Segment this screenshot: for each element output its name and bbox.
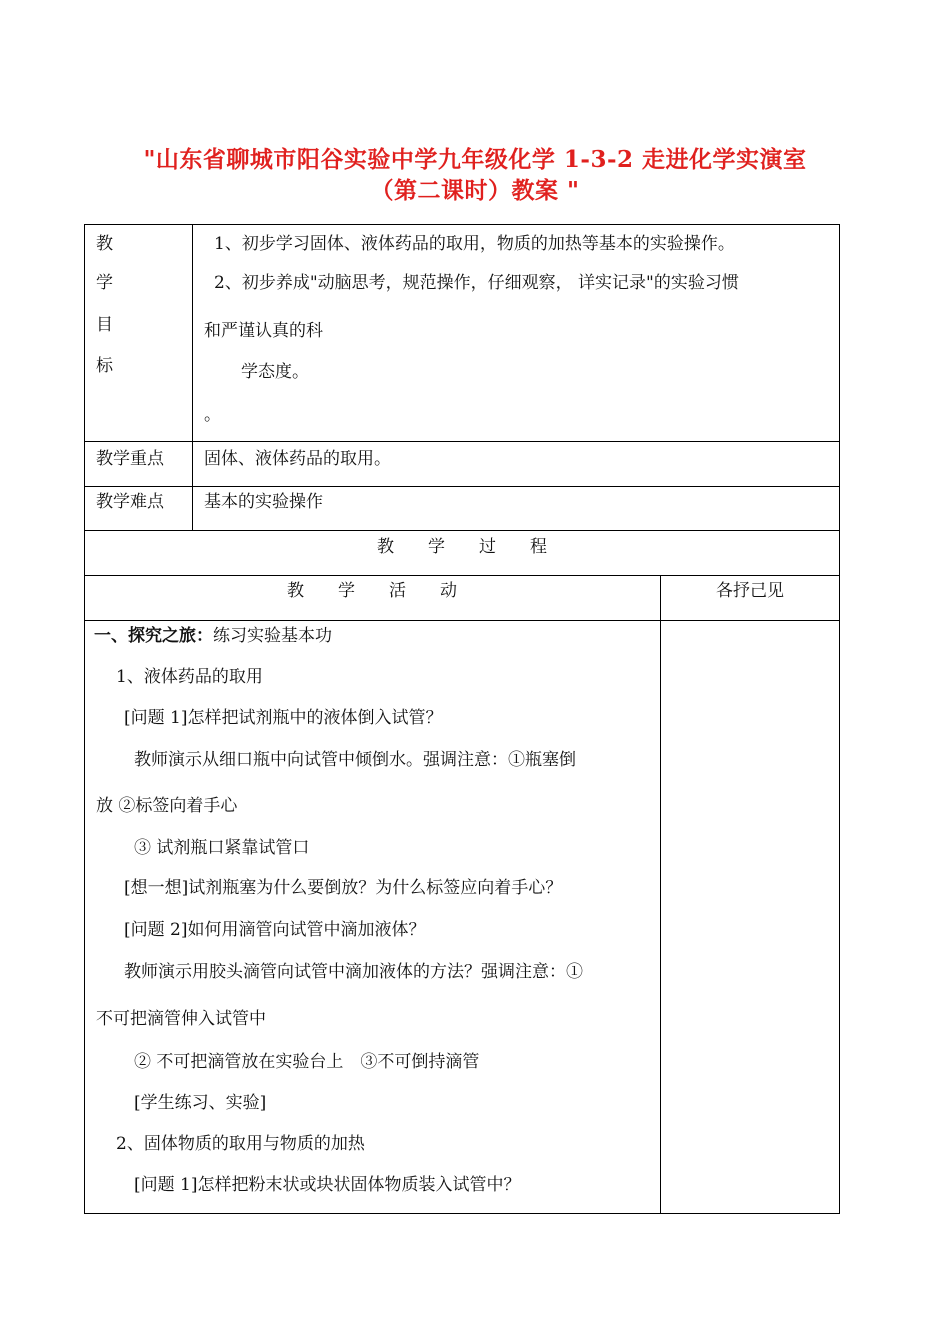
content-line: 教师演示用胶头滴管向试管中滴加液体的方法？强调注意：①	[124, 962, 583, 982]
objective-2-continued: 和严谨认真的科	[204, 321, 323, 341]
content-line: ③ 试剂瓶口紧靠试管口	[134, 838, 310, 858]
key-point-label: 教学重点	[96, 449, 164, 469]
table-border-top	[84, 224, 840, 225]
key-point-value: 固体、液体药品的取用。	[204, 449, 391, 469]
section-heading	[94, 626, 332, 646]
difficulty-value: 基本的实验操作	[204, 492, 323, 512]
row-divider-process	[84, 575, 840, 576]
content-line: [问题 2]如何用滴管向试管中滴加液体？	[124, 920, 426, 940]
objective-trailing-mark: 。	[204, 405, 221, 425]
content-line: ② 不可把滴管放在实验台上 ③不可倒持滴管	[134, 1052, 480, 1072]
content-line: [问题 1]怎样把粉末状或块状固体物质装入试管中？	[134, 1175, 521, 1195]
objectives-label-char-1: 教	[96, 234, 113, 254]
table-border-bottom	[84, 1213, 840, 1214]
document-title-line-2: （第二课时）教案 "	[370, 177, 580, 204]
row-divider-activity-header	[84, 620, 840, 621]
content-line: [问题 1]怎样把试剂瓶中的液体倒入试管？	[124, 708, 443, 728]
notes-header: 各抒己见	[716, 581, 784, 601]
process-header: 教 学 过 程	[377, 537, 547, 557]
difficulty-label: 教学难点	[96, 492, 164, 512]
objectives-label-char-3: 目	[96, 315, 113, 335]
content-line: 放 ②标签向着手心	[96, 796, 238, 816]
objectives-label-char-4: 标	[96, 356, 113, 376]
objectives-label-char-2: 学	[96, 273, 113, 293]
content-line: [学生练习、实验]	[134, 1093, 267, 1113]
objective-2: 2、初步养成"动脑思考，规范操作，仔细观察， 详实记录"的实验习惯	[214, 273, 739, 293]
lesson-plan-table	[84, 224, 840, 1214]
content-line: 不可把滴管伸入试管中	[96, 1009, 266, 1029]
objective-2-end: 学态度。	[241, 362, 309, 382]
row-divider-key-point	[84, 486, 840, 487]
table-border-right	[839, 224, 840, 1214]
label-column-divider	[192, 224, 193, 530]
row-divider-difficulty	[84, 530, 840, 531]
objective-1: 1、初步学习固体、液体药品的取用，物质的加热等基本的实验操作。	[214, 234, 735, 254]
content-line: 教师演示从细口瓶中向试管中倾倒水。强调注意：①瓶塞倒	[134, 750, 576, 770]
section-title-rest: 练习实验基本功	[213, 626, 332, 646]
section-title: 一、探究之旅：	[94, 626, 213, 646]
document-title-line-1: "山东省聊城市阳谷实验中学九年级化学 1-3-2 走进化学实演室	[143, 146, 807, 173]
notes-column-divider	[660, 575, 661, 1213]
content-line: 1、液体药品的取用	[116, 667, 263, 687]
activity-header: 教 学 活 动	[287, 581, 457, 601]
content-line: [想一想]试剂瓶塞为什么要倒放？为什么标签应向着手心？	[124, 878, 563, 898]
table-border-left	[84, 224, 85, 1214]
content-line: 2、固体物质的取用与物质的加热	[116, 1134, 365, 1154]
row-divider-objectives	[84, 441, 840, 442]
